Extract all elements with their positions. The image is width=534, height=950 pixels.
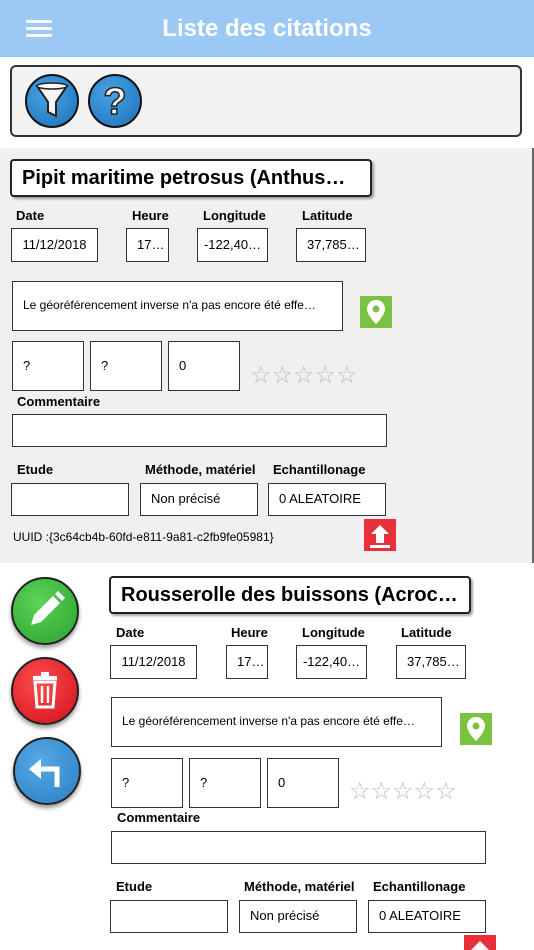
comment-field[interactable] <box>12 414 387 447</box>
comment-label: Commentaire <box>117 810 201 825</box>
time-label: Heure <box>132 208 169 223</box>
latitude-label: Latitude <box>302 208 353 223</box>
svg-text:?: ? <box>103 81 127 123</box>
comment-field[interactable] <box>111 831 486 864</box>
study-label: Etude <box>116 879 153 894</box>
location-pin-button[interactable] <box>460 713 492 745</box>
date-field[interactable]: 11/12/2018 <box>11 228 98 262</box>
page-title: Liste des citations <box>162 15 372 42</box>
geocoding-field[interactable]: Le géoréférencement inverse n'a pas encore été effe… <box>111 697 442 747</box>
turn-back-arrow-icon <box>15 739 79 803</box>
time-field[interactable]: 17… <box>226 645 268 679</box>
upload-button[interactable] <box>464 935 496 950</box>
study-label: Etude <box>17 462 54 477</box>
longitude-field[interactable]: -122,40… <box>197 228 268 262</box>
uuid-text: UUID :{3c64cb4b-60fd-e811-9a81-c2fb9fe05981} <box>13 530 274 544</box>
question-mark-icon <box>90 76 140 126</box>
sampling-field[interactable]: 0 ALEATOIRE <box>268 483 386 516</box>
delete-button[interactable] <box>11 657 79 725</box>
help-button[interactable] <box>88 74 142 128</box>
sampling-label: Echantillonage <box>373 879 466 894</box>
species-name[interactable]: Rousserolle des buissons (Acroc… <box>109 576 471 614</box>
count-field-2[interactable]: ? <box>189 758 261 808</box>
nav-bar <box>0 0 534 57</box>
study-field[interactable] <box>110 900 228 933</box>
sampling-field[interactable]: 0 ALEATOIRE <box>368 900 486 933</box>
filter-icon <box>27 76 77 126</box>
date-label: Date <box>16 208 45 223</box>
map-pin-icon <box>360 296 392 328</box>
longitude-field[interactable]: -122,40… <box>296 645 367 679</box>
rating-stars[interactable]: ☆☆☆☆☆ <box>349 778 457 805</box>
method-label: Méthode, matériel <box>145 462 256 477</box>
citation-card <box>0 563 534 950</box>
latitude-label: Latitude <box>401 625 452 640</box>
count-field-2[interactable]: ? <box>90 341 162 391</box>
date-field[interactable]: 11/12/2018 <box>110 645 197 679</box>
map-pin-icon <box>460 713 492 745</box>
citation-card <box>0 148 534 563</box>
method-field[interactable]: Non précisé <box>140 483 258 516</box>
method-label: Méthode, matériel <box>244 879 355 894</box>
count-field-1[interactable]: ? <box>12 341 84 391</box>
comment-label: Commentaire <box>17 394 101 409</box>
trash-icon <box>13 659 77 723</box>
back-button[interactable] <box>13 737 81 805</box>
longitude-label: Longitude <box>203 208 266 223</box>
longitude-label: Longitude <box>302 625 365 640</box>
edit-button[interactable] <box>11 577 79 645</box>
time-field[interactable]: 17… <box>126 228 169 262</box>
count-field-3[interactable]: 0 <box>267 758 339 808</box>
upload-button[interactable] <box>364 519 396 551</box>
time-label: Heure <box>231 625 268 640</box>
count-field-3[interactable]: 0 <box>168 341 240 391</box>
latitude-field[interactable]: 37,785… <box>296 228 366 262</box>
pencil-icon <box>13 579 77 643</box>
species-name[interactable]: Pipit maritime petrosus (Anthus… <box>10 159 372 197</box>
latitude-field[interactable]: 37,785… <box>396 645 466 679</box>
date-label: Date <box>116 625 145 640</box>
study-field[interactable] <box>11 483 129 516</box>
geocoding-field[interactable]: Le géoréférencement inverse n'a pas encore été effe… <box>12 281 343 331</box>
rating-stars[interactable]: ☆☆☆☆☆ <box>250 362 358 389</box>
filter-button[interactable] <box>25 74 79 128</box>
upload-icon <box>364 519 396 551</box>
sampling-label: Echantillonage <box>273 462 366 477</box>
method-field[interactable]: Non précisé <box>239 900 357 933</box>
upload-icon <box>464 935 496 950</box>
toolbar <box>10 65 522 137</box>
count-field-1[interactable]: ? <box>111 758 183 808</box>
location-pin-button[interactable] <box>360 296 392 328</box>
